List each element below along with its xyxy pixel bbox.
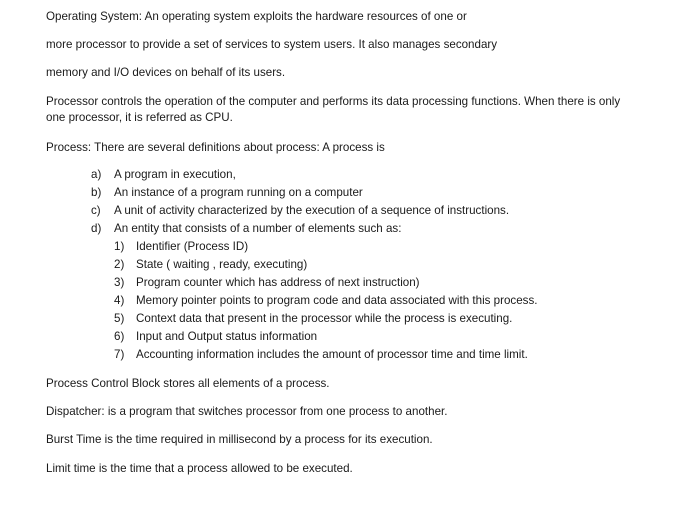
list-item-text: Context data that present in the processor while the process is executing. [136,312,513,325]
list-marker: 3) [114,276,125,289]
list-marker: 7) [114,348,125,361]
list-marker: 5) [114,312,125,325]
list-marker: c) [91,204,101,217]
list-marker: 6) [114,330,125,343]
list-item-text: Input and Output status information [136,330,318,343]
list-item-text: Identifier (Process ID) [136,240,249,253]
list-marker: a) [91,168,102,181]
list-marker: 4) [114,294,125,307]
intro-line-1: Operating System: An operating system exploits the hardware resources of one or [46,10,467,23]
list-marker: b) [91,186,102,199]
list-item-text: An instance of a program running on a computer [114,186,363,199]
list-item-text: State ( waiting , ready, executing) [136,258,308,271]
list-marker: 2) [114,258,125,271]
intro-line-3: memory and I/O devices on behalf of its users. [46,66,286,79]
list-item-text: A unit of activity characterized by the execution of a sequence of instructions. [114,204,510,217]
dispatcher-paragraph: Dispatcher: is a program that switches processor from one process to another. [46,405,448,418]
burst-time-paragraph: Burst Time is the time required in millisecond by a process for its execution. [46,433,433,446]
list-item-text: An entity that consists of a number of elements such as: [114,222,402,235]
list-item-text: Program counter which has address of next instruction) [136,276,420,289]
limit-time-paragraph: Limit time is the time that a process allowed to be executed. [46,462,353,475]
list-item-text: A program in execution, [114,168,236,181]
pcb-paragraph: Process Control Block stores all elements of a process. [46,377,330,390]
list-item-text: Memory pointer points to program code and data associated with this process. [136,294,538,307]
intro-line-2: more processor to provide a set of services to system users. It also manages secondary [46,38,498,51]
list-marker: 1) [114,240,125,253]
list-marker: d) [91,222,102,235]
process-intro: Process: There are several definitions about process: A process is [46,141,385,154]
processor-paragraph: Processor controls the operation of the computer and performs its data processing functions. When there is only one processor, it is referred as CPU. [46,95,621,124]
list-item-text: Accounting information includes the amount of processor time and time limit. [136,348,528,361]
